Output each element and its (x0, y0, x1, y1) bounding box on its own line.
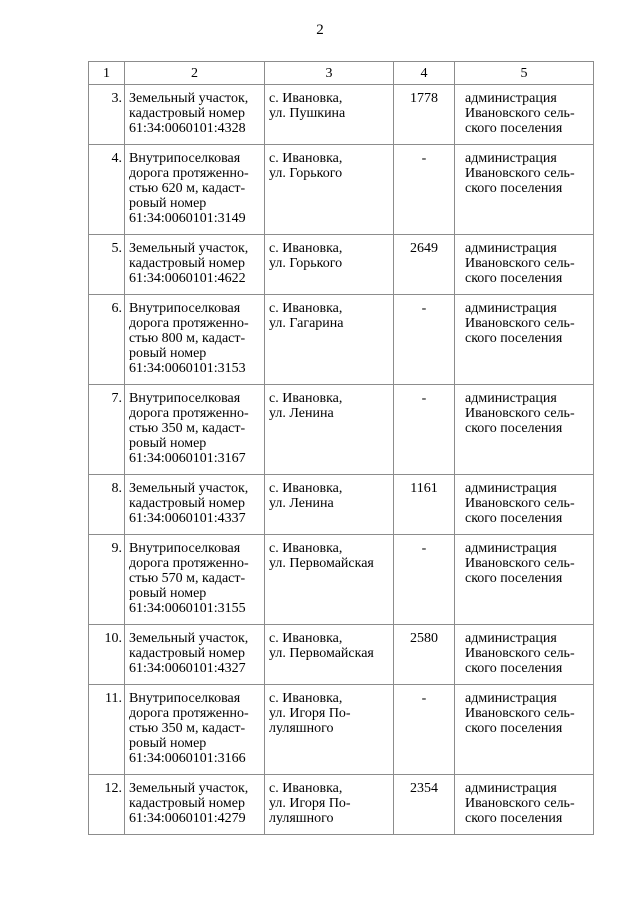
row-number: 3. (89, 85, 125, 145)
table-row (89, 385, 594, 475)
table-row (89, 475, 594, 535)
object-address: с. Ивановка, ул. Ленина (265, 475, 394, 535)
object-address: с. Ивановка, ул. Ленина (265, 385, 394, 475)
object-area: 1778 (394, 85, 455, 145)
object-address: с. Ивановка, ул. Первомайская (265, 535, 394, 625)
row-number: 10. (89, 625, 125, 685)
object-agency: администрация Ивановского сель- ского поселения (455, 235, 594, 295)
object-name: Внутрипоселковая дорога протяженно- стью 350 м, кадаст- ровый номер 61:34:0060101:3166 (125, 685, 265, 775)
row-number: 5. (89, 235, 125, 295)
row-number: 8. (89, 475, 125, 535)
object-area: 2354 (394, 775, 455, 835)
object-agency: администрация Ивановского сель- ского поселения (455, 385, 594, 475)
table-row (89, 85, 594, 145)
property-table (88, 61, 594, 835)
object-name: Земельный участок, кадастровый номер 61:34:0060101:4279 (125, 775, 265, 835)
table-row (89, 145, 594, 235)
row-number: 9. (89, 535, 125, 625)
object-address: с. Ивановка, ул. Пушкина (265, 85, 394, 145)
row-number: 6. (89, 295, 125, 385)
object-area: - (394, 385, 455, 475)
object-name: Внутрипоселковая дорога протяженно- стью 800 м, кадаст- ровый номер 61:34:0060101:3153 (125, 295, 265, 385)
table-row (89, 295, 594, 385)
object-agency: администрация Ивановского сель- ского поселения (455, 295, 594, 385)
column-header-1: 1 (89, 62, 125, 85)
column-header-2: 2 (125, 62, 265, 85)
object-name: Земельный участок, кадастровый номер 61:34:0060101:4327 (125, 625, 265, 685)
object-agency: администрация Ивановского сель- ского поселения (455, 475, 594, 535)
object-area: 2580 (394, 625, 455, 685)
object-agency: администрация Ивановского сель- ского поселения (455, 625, 594, 685)
object-area: 2649 (394, 235, 455, 295)
row-number: 7. (89, 385, 125, 475)
object-address: с. Ивановка, ул. Горького (265, 235, 394, 295)
object-address: с. Ивановка, ул. Игоря По- луляшного (265, 685, 394, 775)
object-name: Земельный участок, кадастровый номер 61:34:0060101:4622 (125, 235, 265, 295)
object-area: - (394, 295, 455, 385)
column-header-4: 4 (394, 62, 455, 85)
object-name: Внутрипоселковая дорога протяженно- стью 570 м, кадаст- ровый номер 61:34:0060101:3155 (125, 535, 265, 625)
table-row (89, 775, 594, 835)
table-row (89, 535, 594, 625)
object-address: с. Ивановка, ул. Первомайская (265, 625, 394, 685)
object-name: Внутрипоселковая дорога протяженно- стью 620 м, кадаст- ровый номер 61:34:0060101:3149 (125, 145, 265, 235)
object-address: с. Ивановка, ул. Игоря По- луляшного (265, 775, 394, 835)
row-number: 11. (89, 685, 125, 775)
page-number: 2 (316, 22, 324, 38)
column-header-3: 3 (265, 62, 394, 85)
object-area: - (394, 685, 455, 775)
object-agency: администрация Ивановского сель- ского поселения (455, 535, 594, 625)
object-name: Внутрипоселковая дорога протяженно- стью 350 м, кадаст- ровый номер 61:34:0060101:3167 (125, 385, 265, 475)
object-name: Земельный участок, кадастровый номер 61:34:0060101:4337 (125, 475, 265, 535)
object-area: - (394, 535, 455, 625)
table-header-row (89, 62, 594, 85)
object-agency: администрация Ивановского сель- ского поселения (455, 775, 594, 835)
row-number: 12. (89, 775, 125, 835)
object-agency: администрация Ивановского сель- ского поселения (455, 685, 594, 775)
object-address: с. Ивановка, ул. Горького (265, 145, 394, 235)
row-number: 4. (89, 145, 125, 235)
object-address: с. Ивановка, ул. Гагарина (265, 295, 394, 385)
table-row (89, 625, 594, 685)
object-area: 1161 (394, 475, 455, 535)
table-row (89, 235, 594, 295)
object-name: Земельный участок, кадастровый номер 61:34:0060101:4328 (125, 85, 265, 145)
object-area: - (394, 145, 455, 235)
object-agency: администрация Ивановского сель- ского поселения (455, 85, 594, 145)
table-row (89, 685, 594, 775)
column-header-5: 5 (455, 62, 594, 85)
object-agency: администрация Ивановского сель- ского поселения (455, 145, 594, 235)
